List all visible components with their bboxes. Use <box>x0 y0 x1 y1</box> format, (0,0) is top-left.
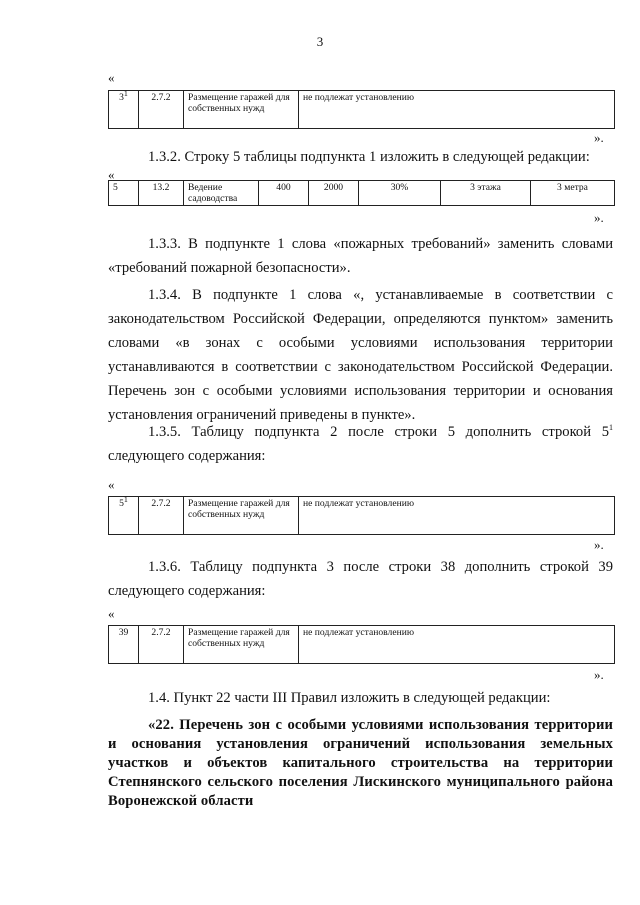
table2-cell: Ведение садоводства <box>184 181 259 206</box>
close-quote: ». <box>594 130 604 145</box>
name-cell: Размещение гаражей для собственных нужд <box>184 626 299 664</box>
table2-cell: 30% <box>359 181 441 206</box>
code-cell: 2.7.2 <box>139 626 184 664</box>
name-cell: Размещение гаражей для собственных нужд <box>184 497 299 535</box>
page-number: 3 <box>316 34 324 49</box>
name-cell: Размещение гаражей для собственных нужд <box>184 91 299 129</box>
paragraph-1-3-3: 1.3.3. В подпункте 1 слова «пожарных требований» заменить словами «требований пожарной безопасности». <box>108 236 613 276</box>
code-cell: 2.7.2 <box>139 497 184 535</box>
value-cell: не подлежат установлению <box>299 626 615 664</box>
row-number-cell: $3^1$ <box>109 91 139 129</box>
row-number-cell: 39 <box>109 626 139 664</box>
paragraph-22-heading: «22. Перечень зон с особыми условиями использования территории и основания установления ограничений использования земельных участков и объектов капитального строительства на территории Степнянского сельского поселения Лискинского муниципального района Воронежской области <box>108 717 613 809</box>
close-quote: ». <box>594 537 604 552</box>
table2-cell: 3 метра <box>531 181 615 206</box>
open-quote: « <box>108 70 115 85</box>
paragraph-1-3-5: 1.3.5. Таблицу подпункта 2 после строки 5 дополнить строкой $5^1$ следующего содержания: <box>108 423 613 464</box>
paragraph-1-4: 1.4. Пункт 22 части III Правил изложить в следующей редакции: <box>148 690 551 706</box>
row-number-cell: $5^1$ <box>109 497 139 535</box>
garage-row-table-39 <box>108 625 615 664</box>
table2-cell: 400 <box>259 181 309 206</box>
open-quote: « <box>108 167 115 182</box>
code-cell: 2.7.2 <box>139 91 184 129</box>
paragraph-1-3-6: 1.3.6. Таблицу подпункта 3 после строки 38 дополнить строкой 39 следующего содержания: <box>108 559 613 599</box>
table2-cell: 5 <box>109 181 139 206</box>
paragraph-1-3-2: 1.3.2. Строку 5 таблицы подпункта 1 изложить в следующей редакции: <box>148 149 590 165</box>
table2-cell: 3 этажа <box>441 181 531 206</box>
open-quote: « <box>108 606 115 621</box>
table2-cell: 2000 <box>309 181 359 206</box>
close-quote: ». <box>594 667 604 682</box>
close-quote: ». <box>594 210 604 225</box>
garage-row-table-5-1 <box>108 496 615 535</box>
table2-cell: 13.2 <box>139 181 184 206</box>
row-5-table <box>108 180 615 206</box>
value-cell: не подлежат установлению <box>299 497 615 535</box>
garage-row-table-3-1 <box>108 90 615 129</box>
value-cell: не подлежат установлению <box>299 91 615 129</box>
open-quote: « <box>108 477 115 492</box>
paragraph-1-3-4: 1.3.4. В подпункте 1 слова «, устанавливаемые в соответствии с законодательством Российской Федерации, определяются пунктом» заменить словами «в зонах с особыми условиями использования территории устанавливаются в соответствии с законодательством Российской Федерации. Перечень зон с особыми условиями использования территории и основания установления ограничений приведены в пункте». <box>108 287 613 423</box>
